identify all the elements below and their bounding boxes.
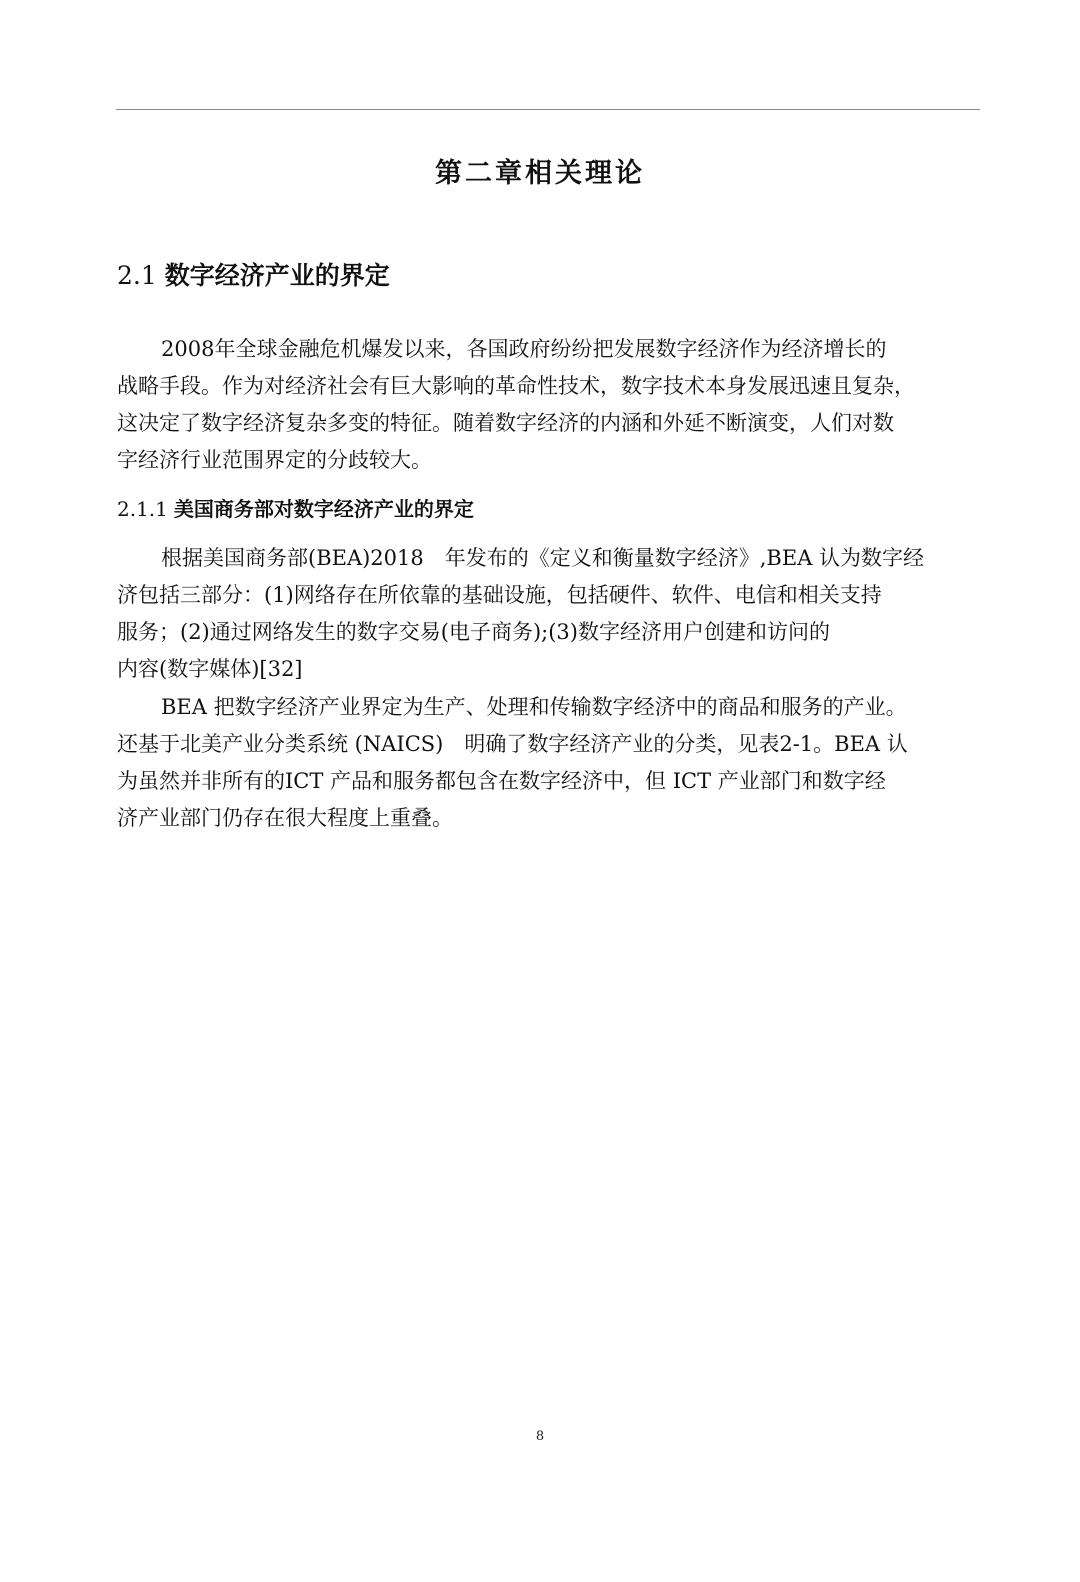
paragraph-line: 服务；(2)通过网络发生的数字交易(电子商务);(3)数字经济用户创建和访问的 [117, 620, 830, 644]
paragraph-bea-industry [117, 689, 987, 837]
section-title: 数字经济产业的界定 [164, 261, 390, 290]
paragraph-line: 2008年全球金融危机爆发以来，各国政府纷纷把发展数字经济作为经济增长的 [161, 337, 887, 361]
paragraph-line: BEA 把数字经济产业界定为生产、处理和传输数字经济中的商品和服务的产业。 [161, 695, 907, 719]
header-rule [116, 109, 980, 110]
paragraph-line: 根据美国商务部(BEA)2018 年发布的《定义和衡量数字经济》,BEA 认为数字经 [161, 546, 925, 570]
paragraph-line: 为虽然并非所有的ICT 产品和服务都包含在数字经济中，但 ICT 产业部门和数字经 [117, 769, 886, 793]
chapter-title: 第二章相关理论 [435, 158, 645, 189]
paragraph-line: 济产业部门仍存在很大程度上重叠。 [117, 806, 453, 830]
paragraph-line: 字经济行业范围界定的分歧较大。 [117, 448, 432, 472]
page-number: 8 [535, 1429, 545, 1444]
section-number: 2.1 [117, 261, 157, 290]
paragraph-intro [117, 331, 987, 479]
section-heading [117, 256, 390, 296]
paragraph-line: 这决定了数字经济复杂多变的特征。随着数字经济的内涵和外延不断演变，人们对数 [117, 411, 894, 435]
paragraph-line: 济包括三部分：(1)网络存在所依靠的基础设施，包括硬件、软件、电信和相关支持 [117, 583, 882, 607]
subsection-number: 2.1.1 [117, 497, 168, 521]
paragraph-line: 还基于北美产业分类系统 (NAICS) 明确了数字经济产业的分类，见表2-1。BEA 认 [117, 732, 908, 756]
paragraph-line: 内容(数字媒体)[32] [117, 657, 303, 681]
subsection-title: 美国商务部对数字经济产业的界定 [173, 497, 474, 521]
paragraph-bea-definition [117, 540, 987, 688]
paragraph-line: 战略手段。作为对经济社会有巨大影响的革命性技术，数字技术本身发展迅速且复杂， [117, 374, 915, 398]
subsection-heading [117, 492, 474, 526]
